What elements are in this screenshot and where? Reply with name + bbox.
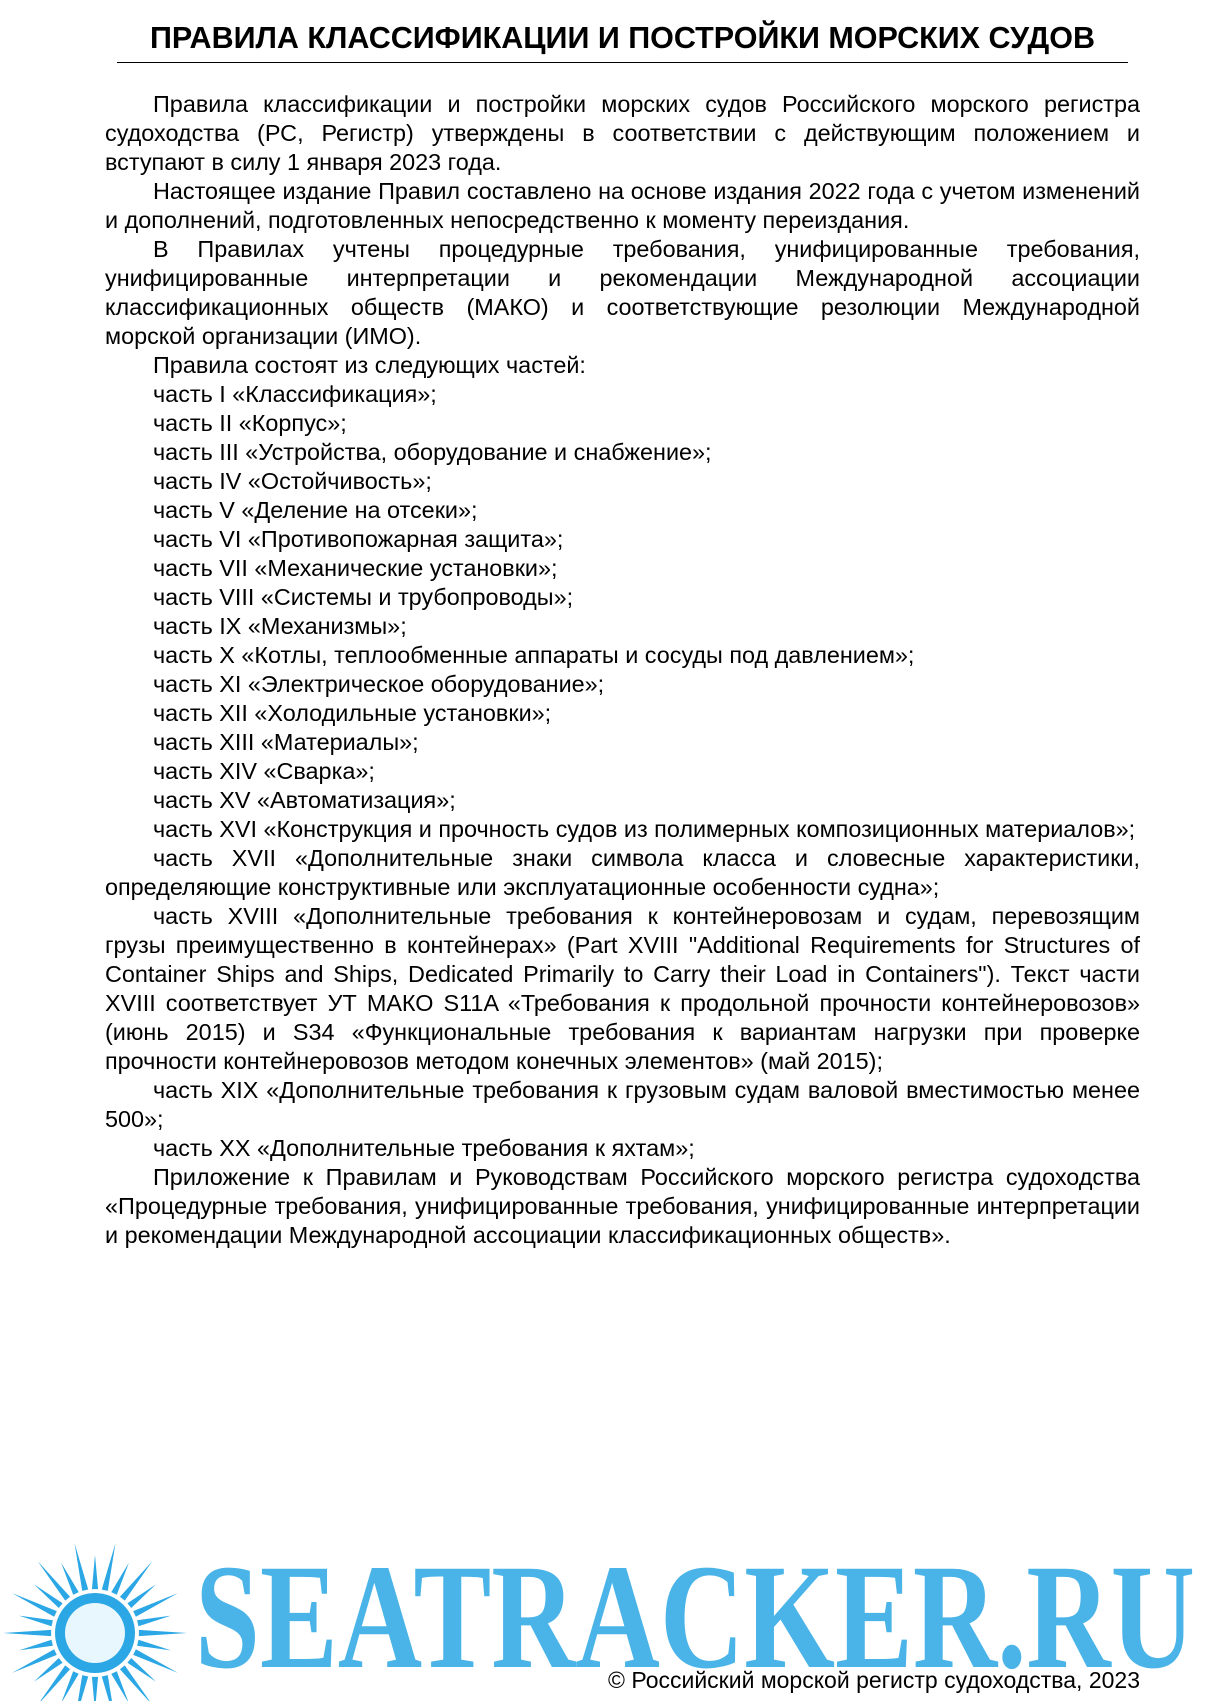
list-item: часть IX «Механизмы»;: [153, 613, 407, 639]
intro-paragraph: Настоящее издание Правил составлено на основе издания 2022 года с учетом изменений и дополнений, подготовленных непосредственно к моменту переиздания.: [105, 178, 1140, 233]
sun-ray: [92, 1555, 98, 1589]
sun-ray: [137, 1616, 171, 1627]
sun-ray: [102, 1543, 116, 1591]
list-item: часть XIII «Материалы»;: [153, 729, 419, 755]
sun-ray: [75, 1543, 89, 1591]
list-item: часть XI «Электрическое оборудование»;: [153, 671, 605, 697]
sun-ray: [19, 1616, 53, 1627]
list-item: часть XIV «Сварка»;: [153, 758, 375, 784]
sun-ray: [102, 1675, 116, 1701]
list-item: часть VIII «Системы и трубопроводы»;: [153, 584, 574, 610]
list-item: часть IV «Остойчивость»;: [153, 468, 432, 494]
list-item: часть VI «Противопожарная защита»;: [153, 526, 564, 552]
list-item: часть XX «Дополнительные требования к яхтам»;: [153, 1135, 695, 1161]
copyright-footer: © Российский морской регистр судоходства, 2023: [608, 1667, 1140, 1693]
appendix-paragraph: Приложение к Правилам и Руководствам Российского морского регистра судоходства «Процедурные требования, унифицированные требования, унифицированные интерпретации и рекомендации Международной ассоциации классификационных обществ».: [105, 1164, 1140, 1248]
list-item: часть III «Устройства, оборудование и снабжение»;: [153, 439, 712, 465]
sun-ray: [19, 1640, 53, 1651]
list-item: часть X «Котлы, теплообменные аппараты и сосуды под давлением»;: [153, 642, 915, 668]
list-item: часть XVIII «Дополнительные требования к контейнеровозам и судам, перевозящим грузы преимущественно в контейнерах» (Part XVIII "Additional Requirements for Structures of Container Ships and Ships, Dedicated Primarily to Carry their Load in Containers"). Текст части XVIII соответствует УТ МАКО S11A «Требования к продольной прочности контейнеровозов» (июнь 2015) и S34 «Функциональные требования к вариантам нагрузки при проверке прочности контейнеровозов методом конечных элементов» (май 2015);: [105, 903, 1140, 1074]
list-item: часть VII «Механические установки»;: [153, 555, 558, 581]
sun-ray: [92, 1677, 98, 1701]
list-item: часть I «Классификация»;: [153, 381, 437, 407]
sun-ray: [3, 1630, 51, 1636]
watermark-text: SEATRACKER.RU: [195, 1534, 1195, 1700]
sun-ray: [38, 1561, 70, 1601]
list-item: часть XVI «Конструкция и прочность судов из полимерных композиционных материалов»;: [153, 816, 1136, 842]
list-item: часть XII «Холодильные установки»;: [153, 700, 552, 726]
parts-intro: Правила состоят из следующих частей:: [153, 352, 586, 378]
sun-ray: [137, 1640, 171, 1651]
list-item: часть XV «Автоматизация»;: [153, 787, 456, 813]
list-item: часть V «Деление на отсеки»;: [153, 497, 478, 523]
document-body: [105, 90, 1140, 1250]
page-title: ПРАВИЛА КЛАССИФИКАЦИИ И ПОСТРОЙКИ МОРСКИХ СУДОВ: [117, 14, 1128, 63]
intro-paragraph: В Правилах учтены процедурные требования, унифицированные требования, унифицированные интерпретации и рекомендации Международной ассоциации классификационных обществ (МАКО) и соответствующие резолюции Международной морской организации (ИМО).: [105, 236, 1140, 349]
list-item: часть XVII «Дополнительные знаки символа класса и словесные характеристики, определяющие конструктивные или эксплуатационные особенности судна»;: [105, 845, 1140, 900]
sun-ray: [120, 1561, 152, 1601]
intro-paragraph: Правила классификации и постройки морских судов Российского морского регистра судоходства (РС, Регистр) утверждены в соответствии с действующим положением и вступают в силу 1 января 2023 года.: [105, 91, 1140, 175]
list-item: часть II «Корпус»;: [153, 410, 347, 436]
list-item: часть XIX «Дополнительные требования к грузовым судам валовой вместимостью менее 500»;: [105, 1077, 1140, 1132]
sun-logo-icon: [3, 1543, 187, 1701]
sun-ray: [75, 1675, 89, 1701]
sun-ray: [139, 1630, 187, 1636]
